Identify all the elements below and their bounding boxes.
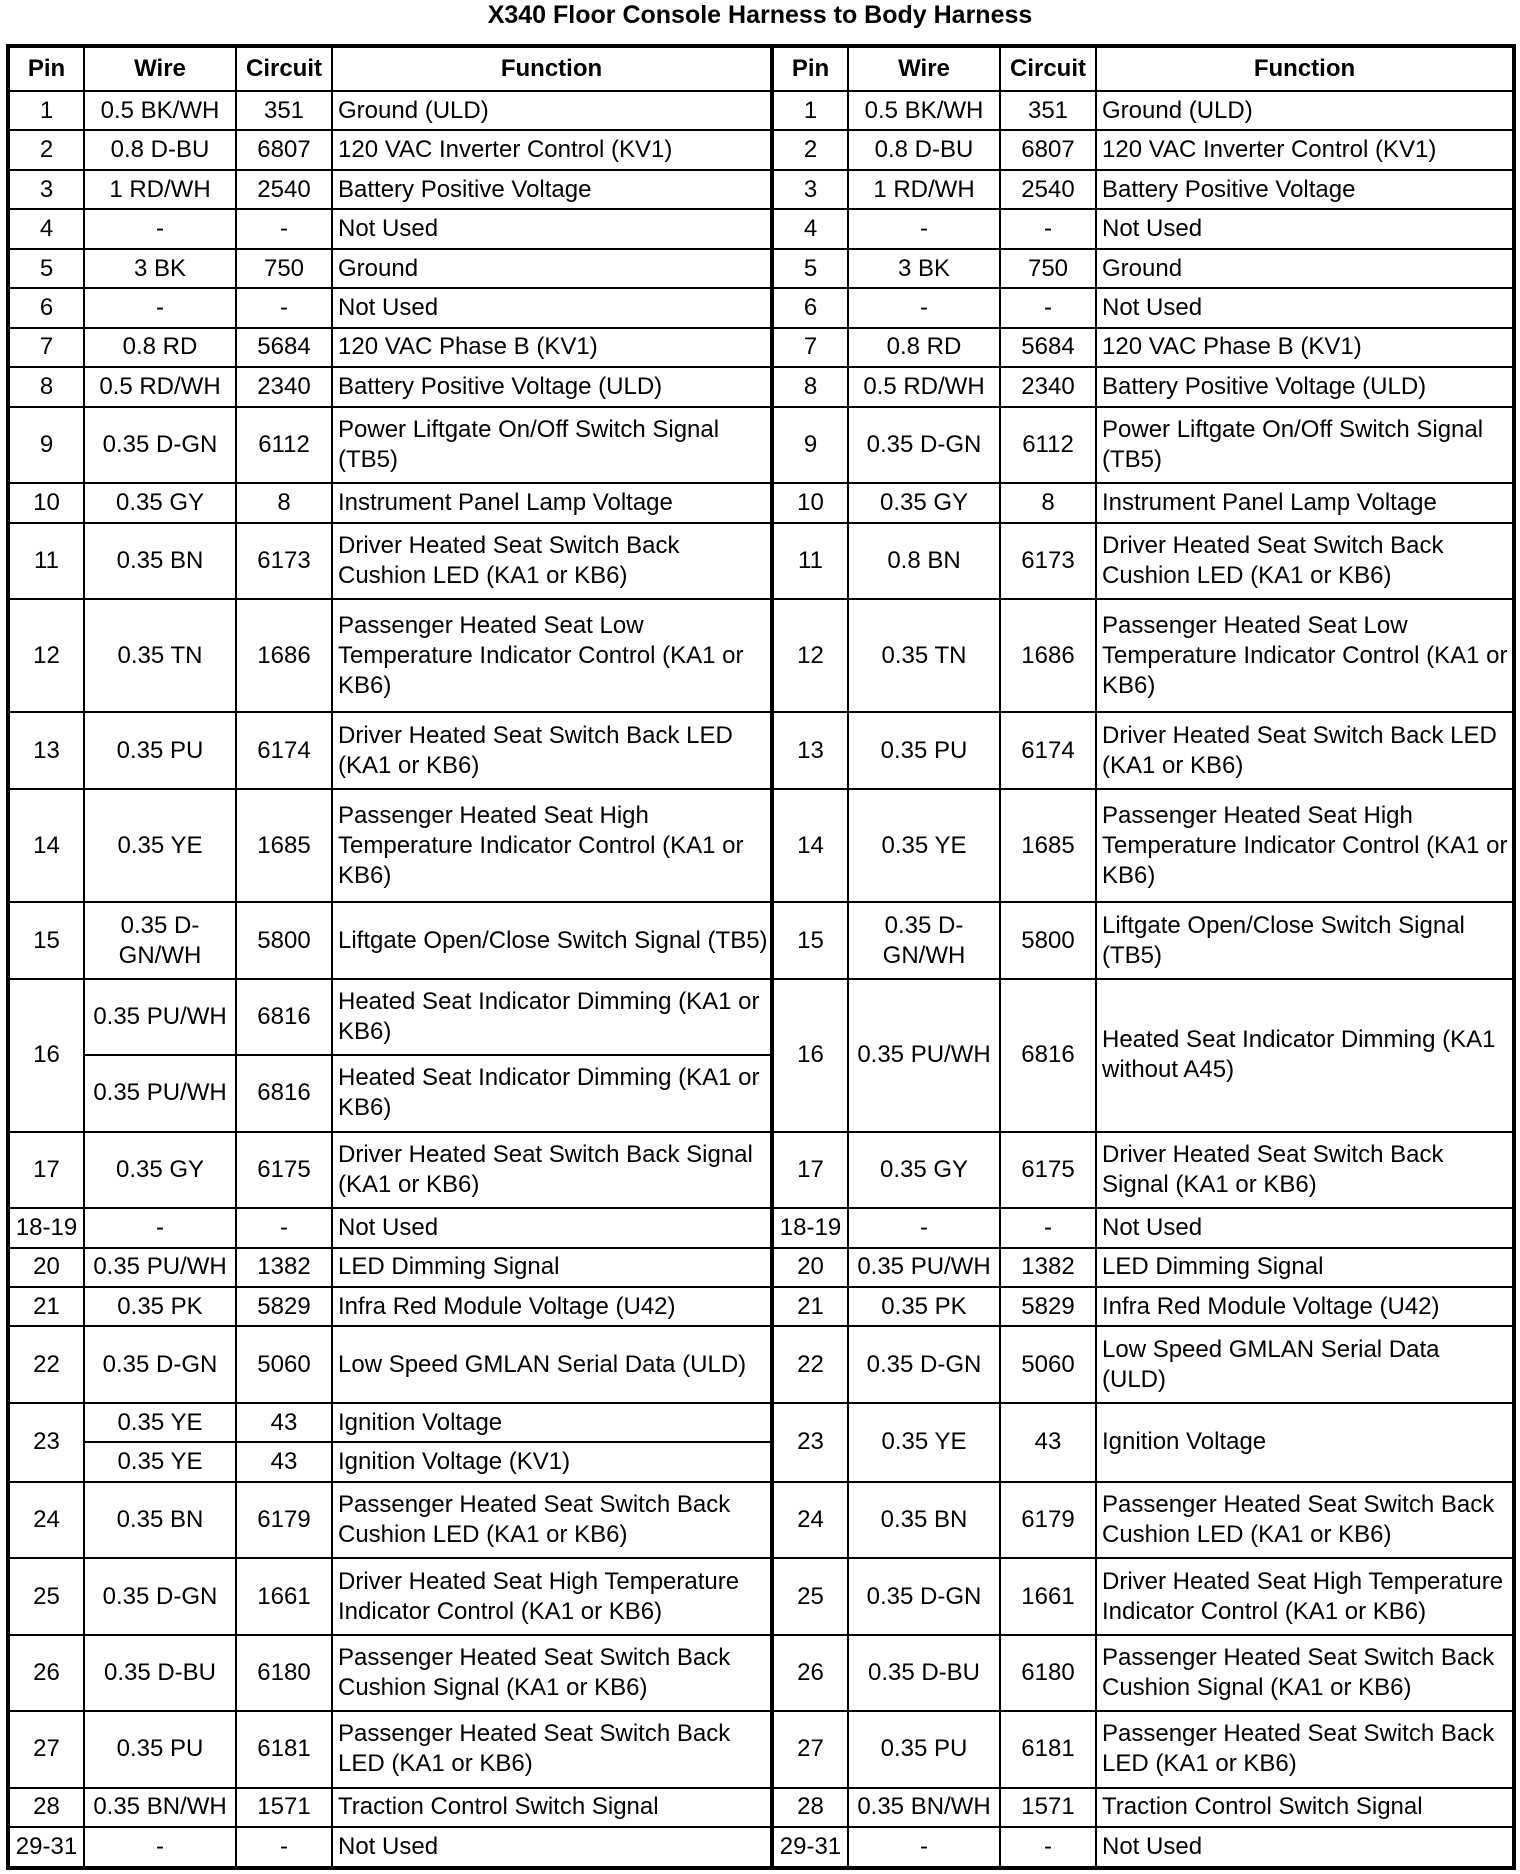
wire-cell: 0.35 PU [848, 712, 1000, 788]
pin-cell: 7 [8, 328, 84, 367]
function-cell: Infra Red Module Voltage (U42) [332, 1287, 772, 1326]
function-cell: Not Used [1096, 288, 1514, 327]
table-row [8, 789, 1514, 902]
pin-cell: 9 [772, 407, 848, 483]
function-cell: Traction Control Switch Signal [1096, 1788, 1514, 1827]
pin-cell: 25 [772, 1558, 848, 1634]
pin-cell: 2 [772, 130, 848, 169]
wire-cell: 3 BK [848, 249, 1000, 288]
function-cell: Instrument Panel Lamp Voltage [1096, 483, 1514, 522]
wire-cell: 0.35 PU/WH [84, 1055, 236, 1131]
function-cell: Battery Positive Voltage (ULD) [1096, 367, 1514, 406]
wire-cell: 0.35 D-GN/WH [84, 902, 236, 978]
table-row [8, 1711, 1514, 1787]
wire-cell: 0.35 GY [848, 1132, 1000, 1208]
circuit-cell: 6173 [1000, 523, 1096, 599]
pin-cell: 14 [8, 789, 84, 902]
pin-cell: 21 [772, 1287, 848, 1326]
table-row [8, 1635, 1514, 1711]
pin-cell: 11 [772, 523, 848, 599]
wire-cell: 1 RD/WH [848, 170, 1000, 209]
pin-cell: 10 [772, 483, 848, 522]
circuit-cell: 1382 [236, 1248, 332, 1287]
table-row [8, 1558, 1514, 1634]
wire-cell: 0.35 YE [84, 1403, 236, 1442]
pin-cell: 16 [772, 979, 848, 1132]
pin-cell: 15 [772, 902, 848, 978]
circuit-cell: 1661 [1000, 1558, 1096, 1634]
wire-cell: 0.35 BN [848, 1482, 1000, 1558]
table-row [8, 1482, 1514, 1558]
header-circuit: Circuit [236, 46, 332, 91]
wire-cell: 0.35 TN [848, 599, 1000, 712]
circuit-cell: 6181 [236, 1711, 332, 1787]
wire-cell: 0.35 D-GN/WH [848, 902, 1000, 978]
wire-cell: 0.35 PU [84, 712, 236, 788]
circuit-cell: 351 [236, 91, 332, 130]
table-row [8, 209, 1514, 248]
wire-cell: - [84, 209, 236, 248]
function-cell: 120 VAC Phase B (KV1) [332, 328, 772, 367]
function-cell: Driver Heated Seat Switch Back Signal (KA1 or KB6) [1096, 1132, 1514, 1208]
wire-cell: - [84, 1208, 236, 1247]
wire-cell: 1 RD/WH [84, 170, 236, 209]
wire-cell: 0.35 PU/WH [84, 979, 236, 1055]
header-function: Function [332, 46, 772, 91]
circuit-cell: 43 [236, 1403, 332, 1442]
pin-cell: 17 [8, 1132, 84, 1208]
circuit-cell: - [236, 1827, 332, 1868]
pin-cell: 8 [8, 367, 84, 406]
circuit-cell: 750 [1000, 249, 1096, 288]
function-cell: 120 VAC Phase B (KV1) [1096, 328, 1514, 367]
function-cell: Low Speed GMLAN Serial Data (ULD) [332, 1326, 772, 1402]
wire-cell: 0.35 D-GN [84, 1326, 236, 1402]
wire-cell: 0.35 D-GN [848, 1558, 1000, 1634]
circuit-cell: 1685 [236, 789, 332, 902]
pin-cell: 6 [772, 288, 848, 327]
pin-cell: 27 [8, 1711, 84, 1787]
circuit-cell: 5829 [1000, 1287, 1096, 1326]
circuit-cell: 6112 [1000, 407, 1096, 483]
circuit-cell: - [1000, 1208, 1096, 1247]
wire-cell: 0.35 BN [84, 1482, 236, 1558]
circuit-cell: 1571 [1000, 1788, 1096, 1827]
circuit-cell: 6179 [236, 1482, 332, 1558]
table-row [8, 902, 1514, 978]
pin-cell: 26 [8, 1635, 84, 1711]
function-cell: Passenger Heated Seat Low Temperature Indicator Control (KA1 or KB6) [1096, 599, 1514, 712]
wire-cell: 0.35 D-GN [848, 407, 1000, 483]
pin-cell: 12 [8, 599, 84, 712]
table-row [8, 712, 1514, 788]
circuit-cell: - [236, 209, 332, 248]
header-pin: Pin [772, 46, 848, 91]
function-cell: LED Dimming Signal [1096, 1248, 1514, 1287]
wire-cell: 0.8 BN [848, 523, 1000, 599]
circuit-cell: 2540 [1000, 170, 1096, 209]
function-cell: Driver Heated Seat Switch Back LED (KA1 or KB6) [332, 712, 772, 788]
table-row [8, 1132, 1514, 1208]
wire-cell: - [848, 1827, 1000, 1868]
pin-cell: 22 [8, 1326, 84, 1402]
function-cell: 120 VAC Inverter Control (KV1) [1096, 130, 1514, 169]
function-cell: Not Used [1096, 1827, 1514, 1868]
wire-cell: 0.35 YE [84, 789, 236, 902]
circuit-cell: - [236, 1208, 332, 1247]
wire-cell: 0.35 PU/WH [848, 979, 1000, 1132]
circuit-cell: 6181 [1000, 1711, 1096, 1787]
function-cell: Driver Heated Seat Switch Back Cushion LED (KA1 or KB6) [1096, 523, 1514, 599]
wire-cell: 0.5 RD/WH [84, 367, 236, 406]
wire-cell: 0.35 GY [848, 483, 1000, 522]
pin-cell: 2 [8, 130, 84, 169]
table-row [8, 170, 1514, 209]
wire-cell: - [848, 209, 1000, 248]
circuit-cell: 6816 [236, 1055, 332, 1131]
function-cell: Not Used [1096, 1208, 1514, 1247]
pin-cell: 28 [8, 1788, 84, 1827]
table-body [8, 91, 1514, 1868]
pin-cell: 21 [8, 1287, 84, 1326]
pin-cell: 13 [8, 712, 84, 788]
pin-cell: 17 [772, 1132, 848, 1208]
pin-cell: 1 [772, 91, 848, 130]
function-cell: Passenger Heated Seat Switch Back Cushion LED (KA1 or KB6) [1096, 1482, 1514, 1558]
wire-cell: 0.35 YE [848, 1403, 1000, 1482]
circuit-cell: 5829 [236, 1287, 332, 1326]
table-row [8, 523, 1514, 599]
circuit-cell: 1571 [236, 1788, 332, 1827]
circuit-cell: 43 [236, 1442, 332, 1481]
pin-cell: 8 [772, 367, 848, 406]
wire-cell: 0.35 YE [84, 1442, 236, 1481]
table-row [8, 1208, 1514, 1247]
circuit-cell: 8 [1000, 483, 1096, 522]
wire-cell: 0.35 BN [84, 523, 236, 599]
function-cell: Heated Seat Indicator Dimming (KA1 or KB6) [332, 979, 772, 1055]
wire-cell: 0.5 BK/WH [848, 91, 1000, 130]
wire-cell: - [848, 1208, 1000, 1247]
pin-cell: 4 [8, 209, 84, 248]
function-cell: Passenger Heated Seat Switch Back LED (KA1 or KB6) [1096, 1711, 1514, 1787]
function-cell: Driver Heated Seat High Temperature Indicator Control (KA1 or KB6) [1096, 1558, 1514, 1634]
table-row [8, 1287, 1514, 1326]
function-cell: Not Used [332, 209, 772, 248]
wire-cell: 0.35 PK [848, 1287, 1000, 1326]
function-cell: Traction Control Switch Signal [332, 1788, 772, 1827]
function-cell: Infra Red Module Voltage (U42) [1096, 1287, 1514, 1326]
circuit-cell: 1685 [1000, 789, 1096, 902]
table-title: X340 Floor Console Harness to Body Harness [487, 1, 1033, 29]
function-cell: Ground [332, 249, 772, 288]
function-cell: Passenger Heated Seat High Temperature Indicator Control (KA1 or KB6) [1096, 789, 1514, 902]
pin-cell: 12 [772, 599, 848, 712]
function-cell: Heated Seat Indicator Dimming (KA1 without A45) [1096, 979, 1514, 1132]
function-cell: Passenger Heated Seat Low Temperature Indicator Control (KA1 or KB6) [332, 599, 772, 712]
function-cell: Not Used [332, 1827, 772, 1868]
table-row [8, 1248, 1514, 1287]
pin-cell: 22 [772, 1326, 848, 1402]
pin-cell: 23 [8, 1403, 84, 1482]
function-cell: Ignition Voltage [1096, 1403, 1514, 1482]
function-cell: Passenger Heated Seat High Temperature Indicator Control (KA1 or KB6) [332, 789, 772, 902]
function-cell: Heated Seat Indicator Dimming (KA1 or KB6) [332, 1055, 772, 1131]
circuit-cell: 6180 [1000, 1635, 1096, 1711]
function-cell: Ground [1096, 249, 1514, 288]
table-row [8, 407, 1514, 483]
function-cell: Not Used [332, 1208, 772, 1247]
circuit-cell: 1686 [236, 599, 332, 712]
pin-cell: 15 [8, 902, 84, 978]
wire-cell: - [84, 1827, 236, 1868]
circuit-cell: 6816 [1000, 979, 1096, 1132]
pin-cell: 5 [8, 249, 84, 288]
circuit-cell: - [236, 288, 332, 327]
wire-cell: 0.8 D-BU [848, 130, 1000, 169]
pin-cell: 18-19 [772, 1208, 848, 1247]
pin-cell: 29-31 [8, 1827, 84, 1868]
function-cell: Power Liftgate On/Off Switch Signal (TB5) [1096, 407, 1514, 483]
function-cell: Driver Heated Seat High Temperature Indicator Control (KA1 or KB6) [332, 1558, 772, 1634]
pin-cell: 13 [772, 712, 848, 788]
wire-cell: 0.35 PU [848, 1711, 1000, 1787]
function-cell: Power Liftgate On/Off Switch Signal (TB5) [332, 407, 772, 483]
circuit-cell: - [1000, 209, 1096, 248]
wire-cell: - [84, 288, 236, 327]
circuit-cell: 6174 [236, 712, 332, 788]
function-cell: Passenger Heated Seat Switch Back Cushion Signal (KA1 or KB6) [1096, 1635, 1514, 1711]
table-row [8, 249, 1514, 288]
circuit-cell: 6112 [236, 407, 332, 483]
function-cell: Driver Heated Seat Switch Back LED (KA1 or KB6) [1096, 712, 1514, 788]
wire-cell: 0.35 PK [84, 1287, 236, 1326]
circuit-cell: 6173 [236, 523, 332, 599]
wire-cell: 0.35 PU/WH [84, 1248, 236, 1287]
pin-cell: 25 [8, 1558, 84, 1634]
circuit-cell: 43 [1000, 1403, 1096, 1482]
wire-cell: 0.35 D-GN [84, 1558, 236, 1634]
function-cell: Passenger Heated Seat Switch Back Cushion LED (KA1 or KB6) [332, 1482, 772, 1558]
function-cell: Not Used [332, 288, 772, 327]
pin-cell: 9 [8, 407, 84, 483]
function-cell: Not Used [1096, 209, 1514, 248]
function-cell: Battery Positive Voltage [332, 170, 772, 209]
wire-cell: 0.8 RD [84, 328, 236, 367]
pin-cell: 28 [772, 1788, 848, 1827]
wire-cell: 0.35 BN/WH [84, 1788, 236, 1827]
table-row [8, 1403, 1514, 1442]
function-cell: Liftgate Open/Close Switch Signal (TB5) [1096, 902, 1514, 978]
table-row [8, 483, 1514, 522]
wire-cell: 0.35 YE [848, 789, 1000, 902]
pin-cell: 11 [8, 523, 84, 599]
circuit-cell: 5800 [236, 902, 332, 978]
pin-cell: 14 [772, 789, 848, 902]
circuit-cell: 5684 [236, 328, 332, 367]
header-circuit: Circuit [1000, 46, 1096, 91]
pin-cell: 26 [772, 1635, 848, 1711]
circuit-cell: 5060 [1000, 1326, 1096, 1402]
wire-cell: 0.8 RD [848, 328, 1000, 367]
table-row [8, 1827, 1514, 1868]
circuit-cell: 6816 [236, 979, 332, 1055]
function-cell: Driver Heated Seat Switch Back Signal (KA1 or KB6) [332, 1132, 772, 1208]
pin-cell: 6 [8, 288, 84, 327]
circuit-cell: - [1000, 288, 1096, 327]
function-cell: Battery Positive Voltage [1096, 170, 1514, 209]
circuit-cell: 2540 [236, 170, 332, 209]
header-pin: Pin [8, 46, 84, 91]
pin-cell: 3 [772, 170, 848, 209]
wire-cell: 0.35 TN [84, 599, 236, 712]
pin-cell: 27 [772, 1711, 848, 1787]
pin-cell: 16 [8, 979, 84, 1132]
pin-cell: 20 [8, 1248, 84, 1287]
pin-cell: 10 [8, 483, 84, 522]
circuit-cell: 8 [236, 483, 332, 522]
pin-cell: 23 [772, 1403, 848, 1482]
wire-cell: 0.5 BK/WH [84, 91, 236, 130]
wire-cell: - [848, 288, 1000, 327]
pin-cell: 24 [772, 1482, 848, 1558]
header-function: Function [1096, 46, 1514, 91]
circuit-cell: 2340 [1000, 367, 1096, 406]
wire-cell: 0.35 D-GN [84, 407, 236, 483]
table-row [8, 288, 1514, 327]
function-cell: Passenger Heated Seat Switch Back Cushion Signal (KA1 or KB6) [332, 1635, 772, 1711]
function-cell: LED Dimming Signal [332, 1248, 772, 1287]
header-wire: Wire [84, 46, 236, 91]
wire-cell: 0.35 D-BU [84, 1635, 236, 1711]
wire-cell: 0.35 PU/WH [848, 1248, 1000, 1287]
pin-cell: 29-31 [772, 1827, 848, 1868]
circuit-cell: 6175 [236, 1132, 332, 1208]
table-row [8, 599, 1514, 712]
pin-cell: 5 [772, 249, 848, 288]
function-cell: Ground (ULD) [332, 91, 772, 130]
circuit-cell: 6175 [1000, 1132, 1096, 1208]
pin-cell: 18-19 [8, 1208, 84, 1247]
function-cell: Ignition Voltage [332, 1403, 772, 1442]
circuit-cell: 6179 [1000, 1482, 1096, 1558]
circuit-cell: 5060 [236, 1326, 332, 1402]
table-row [8, 130, 1514, 169]
table-row [8, 1788, 1514, 1827]
wire-cell: 0.8 D-BU [84, 130, 236, 169]
wire-cell: 0.35 BN/WH [848, 1788, 1000, 1827]
connector-pinout-table [6, 44, 1516, 1870]
circuit-cell: 6180 [236, 1635, 332, 1711]
pin-cell: 3 [8, 170, 84, 209]
circuit-cell: 1382 [1000, 1248, 1096, 1287]
circuit-cell: - [1000, 1827, 1096, 1868]
circuit-cell: 351 [1000, 91, 1096, 130]
wire-cell: 0.35 GY [84, 483, 236, 522]
function-cell: Liftgate Open/Close Switch Signal (TB5) [332, 902, 772, 978]
pin-cell: 1 [8, 91, 84, 130]
circuit-cell: 5684 [1000, 328, 1096, 367]
wire-cell: 0.35 GY [84, 1132, 236, 1208]
wire-cell: 0.5 RD/WH [848, 367, 1000, 406]
function-cell: Driver Heated Seat Switch Back Cushion LED (KA1 or KB6) [332, 523, 772, 599]
circuit-cell: 1686 [1000, 599, 1096, 712]
header-wire: Wire [848, 46, 1000, 91]
function-cell: Low Speed GMLAN Serial Data (ULD) [1096, 1326, 1514, 1402]
table-row [8, 979, 1514, 1055]
table-row [8, 1326, 1514, 1402]
table-row [8, 328, 1514, 367]
pin-cell: 4 [772, 209, 848, 248]
wire-cell: 0.35 PU [84, 1711, 236, 1787]
function-cell: 120 VAC Inverter Control (KV1) [332, 130, 772, 169]
function-cell: Ignition Voltage (KV1) [332, 1442, 772, 1481]
circuit-cell: 6174 [1000, 712, 1096, 788]
pin-cell: 24 [8, 1482, 84, 1558]
wire-cell: 0.35 D-GN [848, 1326, 1000, 1402]
circuit-cell: 2340 [236, 367, 332, 406]
table-row [8, 91, 1514, 130]
circuit-cell: 5800 [1000, 902, 1096, 978]
pin-cell: 20 [772, 1248, 848, 1287]
header-row [8, 46, 1514, 91]
function-cell: Ground (ULD) [1096, 91, 1514, 130]
table-row [8, 367, 1514, 406]
circuit-cell: 6807 [236, 130, 332, 169]
circuit-cell: 6807 [1000, 130, 1096, 169]
wire-cell: 3 BK [84, 249, 236, 288]
circuit-cell: 1661 [236, 1558, 332, 1634]
function-cell: Passenger Heated Seat Switch Back LED (KA1 or KB6) [332, 1711, 772, 1787]
function-cell: Instrument Panel Lamp Voltage [332, 483, 772, 522]
pin-cell: 7 [772, 328, 848, 367]
wire-cell: 0.35 D-BU [848, 1635, 1000, 1711]
function-cell: Battery Positive Voltage (ULD) [332, 367, 772, 406]
circuit-cell: 750 [236, 249, 332, 288]
